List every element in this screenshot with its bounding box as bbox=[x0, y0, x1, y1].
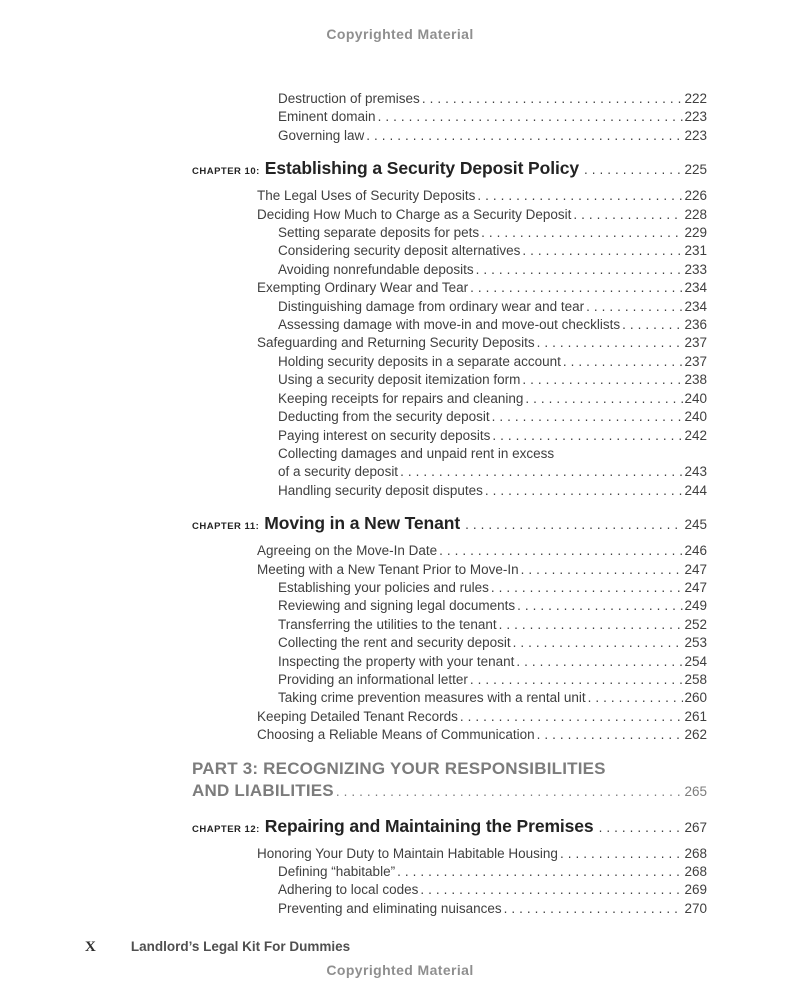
dot-leader bbox=[481, 224, 683, 242]
page-number: 226 bbox=[684, 188, 707, 204]
toc-entry bbox=[192, 127, 707, 145]
dot-leader bbox=[560, 845, 684, 863]
page-number: 242 bbox=[684, 427, 707, 443]
page-number: 253 bbox=[684, 635, 707, 651]
dot-leader bbox=[439, 542, 683, 560]
toc-entry-label: of a security deposit bbox=[278, 464, 399, 480]
page-number: 267 bbox=[684, 819, 707, 835]
dot-leader bbox=[470, 279, 683, 297]
page-number: 229 bbox=[684, 225, 707, 241]
dot-leader bbox=[420, 881, 683, 899]
toc-entry-label: Distinguishing damage from ordinary wear and tear bbox=[278, 298, 585, 314]
copyright-notice-bottom: Copyrighted Material bbox=[326, 962, 474, 978]
toc-entry-label: Governing law bbox=[278, 127, 365, 143]
toc-entry-label: Holding security deposits in a separate account bbox=[278, 353, 561, 369]
toc-entry bbox=[192, 390, 707, 408]
page-number: 234 bbox=[684, 298, 707, 314]
toc-entry bbox=[192, 579, 707, 597]
chapter-title: Establishing a Security Deposit Policy bbox=[264, 158, 580, 179]
chapter-number-label: CHAPTER 12: bbox=[192, 823, 260, 835]
page-number: 240 bbox=[684, 390, 707, 406]
toc bbox=[192, 90, 707, 918]
page-number: 234 bbox=[684, 280, 707, 296]
dot-leader bbox=[476, 261, 684, 279]
toc-entry bbox=[192, 187, 707, 205]
toc-entry-label: Collecting the rent and security deposit bbox=[278, 635, 511, 651]
page-number: 223 bbox=[684, 109, 707, 125]
dot-leader bbox=[586, 298, 683, 316]
dot-leader bbox=[470, 671, 684, 689]
chapter-title: Repairing and Maintaining the Premises bbox=[264, 815, 594, 836]
toc-entry-label: Transferring the utilities to the tenant bbox=[278, 616, 497, 632]
toc-entry-label: Collecting damages and unpaid rent in excess bbox=[278, 445, 555, 461]
page-number: 247 bbox=[684, 579, 707, 595]
dot-leader bbox=[522, 242, 683, 260]
toc-entry bbox=[192, 108, 707, 126]
page-number: 237 bbox=[684, 335, 707, 351]
dot-leader bbox=[513, 634, 684, 652]
dot-leader bbox=[465, 513, 683, 537]
page-number: 225 bbox=[684, 162, 707, 178]
page-number: 247 bbox=[684, 561, 707, 577]
toc-entry bbox=[192, 726, 707, 744]
chapter-heading bbox=[192, 511, 707, 539]
dot-leader bbox=[499, 616, 684, 634]
toc-entry bbox=[192, 353, 707, 371]
toc-entry-label: Handling security deposit disputes bbox=[278, 482, 483, 498]
toc-entry-label: Choosing a Reliable Means of Communication bbox=[257, 727, 535, 743]
page-number: 222 bbox=[684, 91, 707, 106]
page-number: 233 bbox=[684, 261, 707, 277]
page-number: 240 bbox=[684, 409, 707, 425]
toc-entry bbox=[192, 845, 707, 863]
toc-entry bbox=[192, 671, 707, 689]
part-title-line1: PART 3: RECOGNIZING YOUR RESPONSIBILITIES bbox=[192, 758, 606, 778]
toc-entry-label: Setting separate deposits for pets bbox=[278, 225, 480, 241]
page-number: 265 bbox=[684, 783, 707, 799]
page-number: 223 bbox=[684, 127, 707, 143]
toc-entry bbox=[192, 561, 707, 579]
dot-leader bbox=[460, 708, 684, 726]
toc-entry bbox=[192, 445, 707, 463]
dot-leader bbox=[588, 689, 684, 707]
toc-entry bbox=[192, 900, 707, 918]
page-number: 231 bbox=[684, 243, 707, 259]
toc-entry-label: Establishing your policies and rules bbox=[278, 579, 489, 595]
page-number: 237 bbox=[684, 353, 707, 369]
toc-entry bbox=[192, 334, 707, 352]
dot-leader bbox=[491, 579, 684, 597]
page-number: 236 bbox=[684, 317, 707, 333]
chapter-heading bbox=[192, 814, 707, 842]
chapter-title: Moving in a New Tenant bbox=[264, 513, 461, 534]
toc-entry-label: Inspecting the property with your tenant bbox=[278, 653, 515, 669]
toc-entry bbox=[192, 316, 707, 334]
toc-entry-label: Providing an informational letter bbox=[278, 671, 468, 687]
toc-entry bbox=[192, 634, 707, 652]
toc-entry-label: Keeping receipts for repairs and cleaning bbox=[278, 390, 524, 406]
chapter-number-label: CHAPTER 11: bbox=[192, 521, 260, 533]
toc-entry bbox=[192, 371, 707, 389]
dot-leader bbox=[573, 206, 683, 224]
toc-entry-label: Agreeing on the Move-In Date bbox=[257, 543, 438, 559]
toc-entry bbox=[192, 482, 707, 500]
page-number: 254 bbox=[684, 653, 707, 669]
toc-entry-label: Deducting from the security deposit bbox=[278, 409, 490, 425]
toc-entry bbox=[192, 542, 707, 560]
toc-entry bbox=[192, 279, 707, 297]
toc-entry-label: Using a security deposit itemization form bbox=[278, 372, 521, 388]
toc-entry bbox=[192, 881, 707, 899]
dot-leader bbox=[492, 408, 684, 426]
toc-entry bbox=[192, 863, 707, 881]
toc-entry-label: Exempting Ordinary Wear and Tear bbox=[257, 280, 469, 296]
dot-leader bbox=[504, 900, 684, 918]
dot-leader bbox=[422, 90, 684, 108]
toc-entry-label: Meeting with a New Tenant Prior to Move-In bbox=[257, 561, 519, 577]
toc-entry-label: Honoring Your Duty to Maintain Habitable Housing bbox=[257, 845, 558, 861]
page-number: 228 bbox=[684, 206, 707, 222]
toc-entry-label: Defining “habitable” bbox=[278, 864, 396, 879]
toc-entry-label: Eminent domain bbox=[278, 109, 376, 125]
toc-entry-label: Deciding How Much to Charge as a Security Deposit bbox=[257, 206, 572, 222]
toc-entry bbox=[192, 708, 707, 726]
toc-entry-label: Preventing and eliminating nuisances bbox=[278, 900, 502, 916]
dot-leader bbox=[517, 597, 683, 615]
toc-entry bbox=[192, 261, 707, 279]
toc-entry bbox=[192, 298, 707, 316]
page-number: 262 bbox=[684, 727, 707, 743]
chapter-number-label: CHAPTER 10: bbox=[192, 166, 260, 178]
page-number: 270 bbox=[684, 900, 707, 916]
copyright-notice-top: Copyrighted Material bbox=[326, 26, 474, 42]
dot-leader bbox=[336, 781, 684, 803]
toc-entry-label: Keeping Detailed Tenant Records bbox=[257, 708, 458, 724]
part-title-text: AND LIABILITIES bbox=[192, 780, 334, 800]
part-title-line2 bbox=[192, 780, 707, 803]
dot-leader bbox=[516, 653, 683, 671]
dot-leader bbox=[599, 816, 684, 840]
toc-entry bbox=[192, 206, 707, 224]
page-number: 252 bbox=[684, 616, 707, 632]
page-number: 243 bbox=[684, 464, 707, 480]
page-number: 244 bbox=[684, 482, 707, 498]
chapter-heading bbox=[192, 156, 707, 184]
book-title: Landlord’s Legal Kit For Dummies bbox=[130, 939, 351, 954]
page-number: 269 bbox=[684, 882, 707, 898]
dot-leader bbox=[563, 353, 684, 371]
dot-leader bbox=[378, 108, 684, 126]
page-footer bbox=[85, 939, 350, 956]
dot-leader bbox=[537, 726, 684, 744]
dot-leader bbox=[622, 316, 683, 334]
page-number: 238 bbox=[684, 372, 707, 388]
dot-leader bbox=[525, 390, 683, 408]
toc-entry bbox=[192, 689, 707, 707]
dot-leader bbox=[521, 561, 684, 579]
toc-entry bbox=[192, 597, 707, 615]
toc-entry-label: Paying interest on security deposits bbox=[278, 427, 491, 443]
dot-leader bbox=[485, 482, 684, 500]
dot-leader bbox=[522, 371, 683, 389]
page-number: 261 bbox=[684, 708, 707, 724]
page-number: 249 bbox=[684, 598, 707, 614]
toc-entry bbox=[192, 242, 707, 260]
toc-entry bbox=[192, 427, 707, 445]
toc-entry-label: Destruction of premises bbox=[278, 91, 420, 106]
part-heading bbox=[192, 758, 707, 803]
toc-entry-label: Avoiding nonrefundable deposits bbox=[278, 261, 474, 277]
toc-entry bbox=[192, 90, 707, 108]
toc-entry-continued bbox=[192, 463, 707, 481]
dot-leader bbox=[366, 127, 683, 145]
page-number: 245 bbox=[684, 517, 707, 533]
dot-leader bbox=[397, 863, 683, 881]
page-number: 260 bbox=[684, 690, 707, 706]
toc-entry bbox=[192, 653, 707, 671]
dot-leader bbox=[584, 158, 683, 182]
page-number: 246 bbox=[684, 543, 707, 559]
dot-leader bbox=[537, 334, 684, 352]
toc-entry-label: The Legal Uses of Security Deposits bbox=[257, 188, 476, 204]
toc-entry-label: Adhering to local codes bbox=[278, 882, 419, 898]
page-number: 258 bbox=[684, 671, 707, 687]
folio-page-number: X bbox=[85, 939, 96, 955]
dot-leader bbox=[492, 427, 683, 445]
toc-entry-label: Considering security deposit alternatives bbox=[278, 243, 521, 259]
toc-entry bbox=[192, 224, 707, 242]
page-number: 268 bbox=[684, 864, 707, 879]
toc-entry-label: Taking crime prevention measures with a rental unit bbox=[278, 690, 586, 706]
toc-entry-label: Safeguarding and Returning Security Deposits bbox=[257, 335, 535, 351]
toc-entry-label: Reviewing and signing legal documents bbox=[278, 598, 516, 614]
page-number: 268 bbox=[684, 845, 707, 861]
dot-leader bbox=[477, 187, 683, 205]
dot-leader bbox=[400, 463, 683, 481]
toc-entry bbox=[192, 408, 707, 426]
toc-entry bbox=[192, 616, 707, 634]
toc-entry-label: Assessing damage with move-in and move-out checklists bbox=[278, 317, 621, 333]
